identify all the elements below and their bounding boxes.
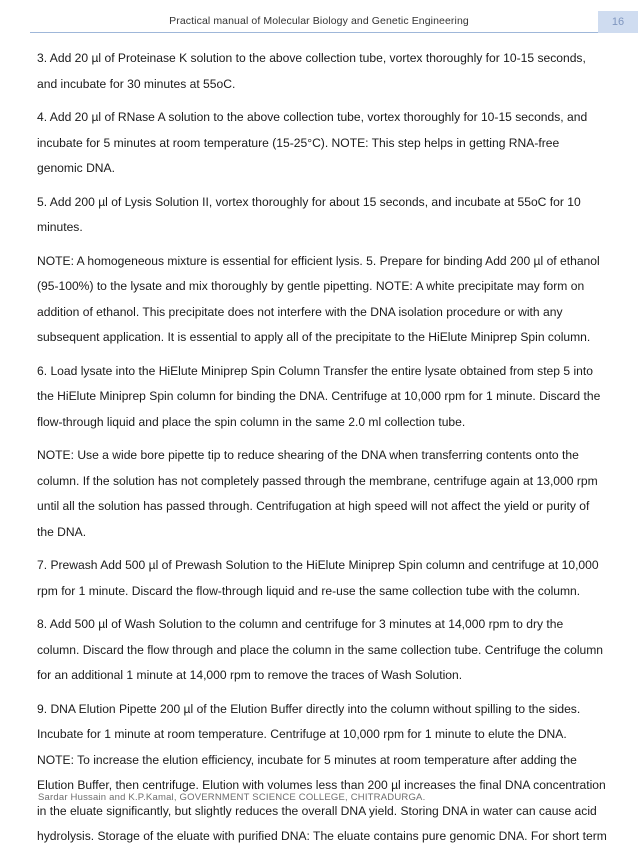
page-footer: Sardar Hussain and K.P.Kamal, GOVERNMENT SCIENCE COLLEGE, CHITRADURGA.: [38, 792, 426, 803]
paragraph-note-binding: NOTE: A homogeneous mixture is essential for efficient lysis. 5. Prepare for binding Add 200 µl of ethanol (95-100%) to the lysate and mix thoroughly by gentle pipetting. NOTE: A white precipitate may form on addition of ethanol. This precipitate does not interfere with the DNA isolation procedure or with any subsequent application. It is essential to apply all of the precipitate to the HiElute Miniprep Spin column.: [37, 253, 600, 344]
paragraph-step-8: 8. Add 500 µl of Wash Solution to the column and centrifuge for 3 minutes at 14,000 rpm to dry the column. Discard the flow through and place the column in the same collection tube. Centrifuge the column for an additional 1 minute at 14,000 rpm to remove the traces of Wash Solution.: [37, 617, 604, 682]
paragraph-step-5-lysis: 5. Add 200 µl of Lysis Solution II, vortex thoroughly for about 15 seconds, and incubate at 55oC for 10 minutes.: [37, 194, 581, 234]
paragraph-note-pipette: NOTE: Use a wide bore pipette tip to reduce shearing of the DNA when transferring contents onto the column. If the solution has not completely passed through the membrane, centrifuge again at 13,000 rpm until all the solution has passed through. Centrifugation at high speed will not affect the yield or purity of the DNA.: [37, 448, 598, 539]
paragraph-step-4: 4. Add 20 µl of RNase A solution to the above collection tube, vortex thoroughly for 10-15 seconds, and incubate for 5 minutes at room temperature (15-25°C). NOTE: This step helps in getting RNA-free genomic DNA.: [37, 110, 588, 175]
paragraph-step-3: 3. Add 20 µl of Proteinase K solution to the above collection tube, vortex thoroughly for 10-15 seconds, and incubate for 30 minutes at 55oC.: [37, 51, 586, 91]
paragraph-step-6: 6. Load lysate into the HiElute Miniprep Spin Column Transfer the entire lysate obtained from step 5 into the HiElute Miniprep Spin column for binding the DNA. Centrifuge at 10,000 rpm for 1 minute. Discard the flow-through liquid and place the spin column in the same 2.0 ml collection tube.: [37, 363, 601, 429]
paragraph-step-9: 9. DNA Elution Pipette 200 µl of the Elution Buffer directly into the column without spilling to the sides. Incubate for 1 minute at room temperature. Centrifuge at 10,000 rpm for 1 minute to elute the DNA. NOTE: To increase the elution efficiency, incubate for 5 minutes at room temperature after adding the Elution Buffer, then centrifuge. Elution with volumes less than 200 µl increases the final DNA concentration in the eluate significantly, but slightly reduces the overall DNA yield. Storing DNA in water can cause acid hydrolysis. Storage of the eluate with purified DNA: The eluate contains pure genomic DNA. For short term: [37, 701, 607, 843]
header-title: Practical manual of Molecular Biology and Genetic Engineering: [169, 15, 469, 27]
header-divider: [30, 32, 598, 33]
paragraph-step-7: 7. Prewash Add 500 µl of Prewash Solution to the HiElute Miniprep Spin column and centrifuge at 10,000 rpm for 1 minute. Discard the flow-through liquid and re-use the same collection tube with the column.: [37, 558, 599, 598]
document-body: [37, 46, 607, 858]
page-number: 16: [598, 11, 638, 33]
page-header: [0, 11, 638, 33]
